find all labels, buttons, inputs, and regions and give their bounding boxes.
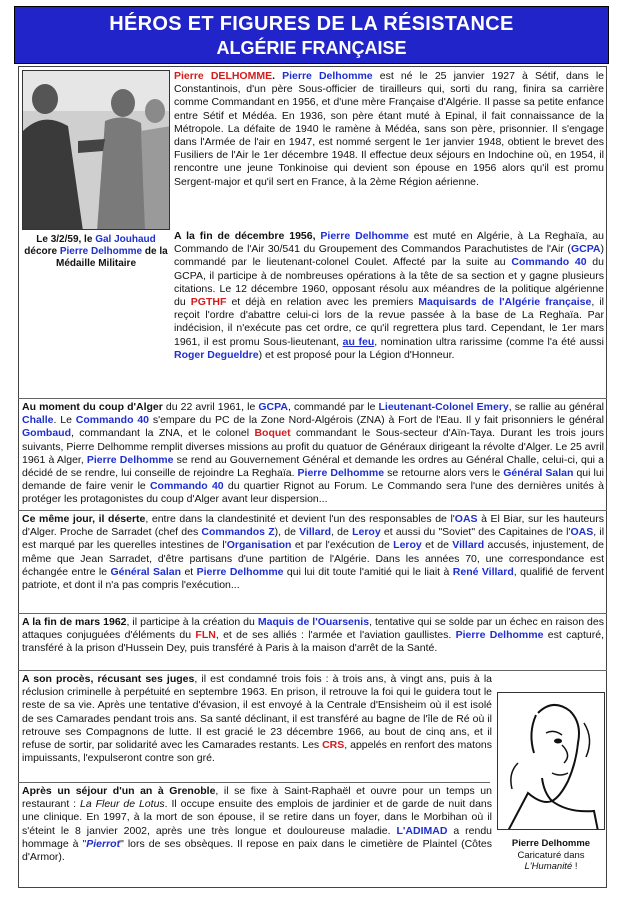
- paragraph-text: ) commandé par le lieutenant-colonel Coulet. Affecté par la suite au: [174, 243, 604, 269]
- paragraph-text: , appelés en renfort des matons impuissants, l'expulseront contre son gré.: [22, 739, 492, 765]
- name-highlight: Lieutenant-Colonel Emery: [378, 401, 509, 413]
- caption-text: Caricaturé dans: [517, 849, 585, 861]
- paragraph-text: ) et est proposé pour la Légion d'Honneur.: [258, 348, 455, 361]
- page-title: HÉROS ET FIGURES DE LA RÉSISTANCE: [109, 13, 514, 35]
- paragraph-text: . Il occupe ensuite des emplois de jardinier et de garde de nuit dans une clinique. En 1997, à la mort de son épouse, il se retire dans un foyer, dans le Morbihan où il s'éteint le 8 janvier 2002, après une très longue et douloureuse maladie.: [22, 798, 493, 837]
- name-highlight: Challe: [22, 414, 54, 427]
- paragraph-text: , de: [331, 526, 353, 539]
- paragraph-text: , et de ses alliés : l'armée et l'aviation gaullistes.: [215, 629, 456, 642]
- name-highlight: Roger Degueldre: [174, 348, 259, 361]
- restaurant-name: La Fleur de Lotus: [80, 798, 165, 811]
- paragraph-text: , tentative qui se solde par un échec en raison des attaques conjuguées d'éléments du: [22, 616, 604, 642]
- page-header: [14, 6, 609, 64]
- name-highlight: Gombaud: [22, 427, 71, 440]
- name-highlight: Général Salan: [110, 565, 182, 578]
- term-highlight: OAS: [570, 526, 594, 539]
- caption-link: Pierre Delhomme: [59, 246, 143, 257]
- name-highlight: Leroy: [393, 539, 422, 552]
- divider: [18, 670, 607, 671]
- name-highlight: Pierre DELHOMME: [174, 70, 273, 82]
- paragraph-lead: A son procès, récusant ses juges: [22, 673, 195, 685]
- paragraph-text: a rendu hommage à ": [22, 824, 492, 850]
- caption-publication: L'Humanité: [524, 861, 573, 872]
- name-highlight: Pierrot: [86, 837, 121, 850]
- paragraph-lead: Au moment du coup d'Alger: [22, 401, 163, 413]
- paragraph-text: commandant le Sous-secteur d'Aïn-Taya. Durant les trois jours suivants, Pierre Delhomme remplit diverses missions au profit du quatuor de Généraux dirigeant la révolte d'Alger. Le 25 avril 1961 à Alger,: [22, 427, 604, 466]
- paragraph-text: et: [181, 565, 197, 578]
- name-highlight: René Villard: [452, 565, 514, 578]
- paragraph-text: , qualifié de fervent patriote, et dont il n'a pas compris l'exécution...: [22, 565, 604, 592]
- name-highlight: Pierre Delhomme: [320, 230, 409, 242]
- term-highlight: GCPA: [258, 401, 288, 413]
- paragraph-text: se rend au Gouvernement Général et demande les ordres au Général Challe, celui-ci, qui a décidé de se rendre, lui conseille de rejoindre La Reghaïa.: [22, 453, 604, 480]
- term-highlight: OAS: [454, 513, 478, 525]
- paragraph-text: et de: [421, 539, 453, 552]
- medal-ceremony-photo: [22, 70, 170, 230]
- page-subtitle: ALGÉRIE FRANÇAISE: [216, 38, 407, 58]
- paragraph-text: " lors de ses obsèques. Il repose en paix dans le cimetière de Plaintel (Côtes d'Armor).: [22, 837, 492, 864]
- paragraph-lead: A la fin de mars 1962: [22, 616, 127, 628]
- term-highlight: FLN: [195, 629, 216, 642]
- paragraph-text: est né le 25 janvier 1927 à Sétif, dans le Constantinois, d'un père Sous-officier de tirailleurs qui, sorti du rang, finira sa carrière comme Commandant en 1956, et d'une mère Française d'Algérie. Il passe sa petite enfance entre Sétif et Médéa. En 1936, son père étant muté à Epinal, il fait connaissance de la Métropole. La défaite de 1940 le ramène à Médéa, sans son père, prisonnier. Il s'engage dans l'Armée de l'air en 1947, est nommé sergent le 1er janvier 1948, obtient le brevet des Fusiliers de l'Air le 1er décembre 1948. Il effectue deux séjours en Indochine où, en 1954, il rencontre une jeune Tonkinoise qui devient son épouse en 1956 alors qu'il est promu Sergent-major et qu'il sert en France, à la 2ème Région aérienne.: [174, 70, 604, 188]
- paragraph-text: . Le: [53, 414, 76, 427]
- term-highlight: Commando 40: [149, 480, 224, 493]
- paragraph-text: qui lui demande de faire venir le: [22, 467, 604, 493]
- paragraph-lead: Ce même jour, il déserte: [22, 513, 146, 525]
- paragraph-lead: A la fin de décembre 1956,: [174, 230, 321, 242]
- caption-text: décore: [24, 246, 60, 257]
- term-highlight: L'ADIMAD: [396, 824, 448, 837]
- paragraph-text: est muté en Algérie, à La Reghaïa, au Commando de l'Air 30/541 du Groupement des Commandos Parachutistes de l'Air (: [174, 230, 604, 256]
- name-highlight: Pierre Delhomme: [297, 467, 385, 480]
- paragraph-algeria: [174, 230, 604, 362]
- paragraph-text: , commandant la ZNA, et le colonel: [71, 427, 255, 440]
- divider: [18, 510, 607, 511]
- paragraph-text: , il est marqué par les querelles intestines de l': [22, 526, 605, 552]
- term-highlight: CRS: [322, 739, 345, 752]
- paragraph-text: se retourne alors vers le: [384, 467, 504, 480]
- paragraph-text: et déjà en relation avec les premiers: [226, 296, 419, 309]
- paragraph-text: du quartier Rignot au Forum. Le Commando sera l'une des dernières unités à protéger les protagonistes du coup d'Alger avant leur dispersion...: [22, 480, 604, 506]
- paragraph-birth: Pierre DELHOMME. Pierre Delhomme est né le 25 janvier 1927 à Sétif, dans le Constantinois, d'un père Sous-officier de tirailleurs qui, sorti du rang, finira sa carrière comme Commandant en 1956, et d'une mère Française d'Algérie. Il passe sa petite enfance entre Sétif et Médéa. En 1936, son père étant muté à Epinal, il fait connaissance de la Métropole. La défaite de 1940 le ramène à Médéa, sans son père, prisonnier. Il s'engage dans l'Armée de l'air en 1947, est nommé sergent le 1er janvier 1948, obtient le brevet des Fusiliers de l'Air le 1er décembre 1948. Il effectue deux séjours en Indochine où, en 1954, il rencontre une jeune Tonkinoise qui devient son épouse en 1956 alors qu'il est promu Sergent-major et qu'il sert en France, à la 2ème Région aérienne.: [174, 70, 604, 188]
- name-highlight: Villard: [452, 539, 485, 552]
- term-highlight: Commando 40: [511, 256, 587, 269]
- paragraph-oas: [22, 513, 604, 592]
- paragraph-text: , entre dans la clandestinité et devient l'un des responsables de l': [145, 513, 455, 525]
- name-highlight: Boquet: [254, 427, 291, 440]
- caption-text: de la Médaille Militaire: [55, 246, 168, 269]
- paragraph-lead: Après un séjour d'un an à Grenoble: [22, 785, 216, 797]
- name-highlight: Pierre Delhomme: [86, 453, 174, 466]
- paragraph-text: , il se fixe à Saint-Raphaël et ouvre pour un temps un restaurant :: [22, 785, 492, 811]
- term-highlight: au feu: [342, 335, 375, 348]
- name-highlight: Leroy: [352, 526, 381, 539]
- caption-link: Gal Jouhaud: [95, 234, 156, 245]
- term-highlight: Organisation: [226, 539, 292, 552]
- paragraph-text: ), de: [274, 526, 300, 539]
- paragraph-text: est capturé, transféré à la prison d'Hussein Dey, puis transféré à Paris à la maison d'arrêt de la Santé.: [22, 629, 605, 655]
- caption-text: Le 3/2/59, le: [36, 234, 96, 245]
- term-highlight: Maquisards de l'Algérie française: [418, 296, 592, 309]
- paragraph-later-life: [22, 785, 492, 864]
- paragraph-putsch: [22, 401, 604, 507]
- divider: [18, 398, 607, 399]
- paragraph-text: à El Biar, sur les hauteurs d'Alger. Proche de Sarradet (chef des: [22, 513, 604, 539]
- term-highlight: Maquis de l'Ouarsenis: [257, 616, 370, 628]
- term-highlight: PGTHF: [190, 296, 227, 309]
- paragraph-text: accusés, injustement, de même que Jean Sarradet, d'être partisans d'une partition de l'Algérie. Dans les années 70, une correspondance est échangée entre le: [22, 539, 604, 578]
- term-highlight: Commandos Z: [201, 526, 275, 539]
- paragraph-text: , nomination ultra rarissime (comme l'a été aussi: [374, 335, 605, 348]
- paragraph-text: , il participe à la création du: [126, 616, 258, 628]
- divider: [18, 782, 490, 783]
- name-highlight: Pierre Delhomme: [196, 565, 284, 578]
- photo-caption: [22, 234, 170, 270]
- paragraph-text: , il reçoit l'ordre d'abattre celui-ci lors de la revue passée à la base de La Reghaïa. Par indécision, il n'exécute pas cet ordre, ce qu'il regrettera plus tard. Cependant, le 1er mars 1961, il est promu Sous-lieutenant,: [174, 296, 604, 348]
- name-highlight: Général Salan: [503, 467, 574, 480]
- paragraph-text: , commandé par le: [287, 401, 379, 413]
- paragraph-text: du 22 avril 1961, le: [162, 401, 259, 413]
- caricature-drawing: [497, 692, 605, 830]
- caption-name: Pierre Delhomme: [511, 838, 591, 849]
- paragraph-trial: [22, 673, 492, 765]
- paragraph-text: , se rallie au général: [508, 401, 604, 413]
- paragraph-ouarsenis: [22, 616, 604, 656]
- name-highlight: Pierre Delhomme: [455, 629, 544, 642]
- name-highlight: Pierre Delhomme: [282, 70, 373, 82]
- paragraph-text: du GCPA, il participe à de nombreuses opérations à la tête de sa section et y gagne plusieurs citations. Le 12 décembre 1960, opposant résolu aux méandres de la politique algérienne du: [174, 256, 604, 309]
- paragraph-text: qui lui dit toute l'amitié qui le liait à: [283, 565, 453, 578]
- caption-text: !: [572, 861, 578, 872]
- divider: [18, 613, 607, 614]
- caricature-caption: [492, 838, 610, 873]
- paragraph-text: et aussi du "Soviet" des Capitaines de l': [380, 526, 571, 539]
- term-highlight: GCPA: [570, 243, 601, 256]
- term-highlight: Commando 40: [75, 414, 149, 427]
- paragraph-text: , il est condamné trois fois : à trois ans, à vingt ans, puis à la réclusion criminelle à perpétuité en septembre 1963. En prison, il retrouve la foi qui le guidera tout le reste de sa vie. Après une tentative d'évasion, il est envoyé à la Centrale d'Ensisheim où il est isolé de ses Camarades pendant trois ans. Sa santé déclinant, il est transféré au bagne de l'île de Ré où il retrouve ses Compagnons de lutte. Il est gracié le 23 décembre 1966, au bout de cinq ans, et il refuse de sortir, par solidarité avec les Camarades restants. Les: [22, 673, 493, 752]
- paragraph-text: et par l'exécution de: [291, 539, 394, 552]
- name-highlight: Villard: [299, 526, 332, 539]
- paragraph-text: s'empare du PC de la Zone Nord-Algérois (ZNA) à Fort de l'Eau. Il y fait prisonniers le général: [149, 414, 604, 427]
